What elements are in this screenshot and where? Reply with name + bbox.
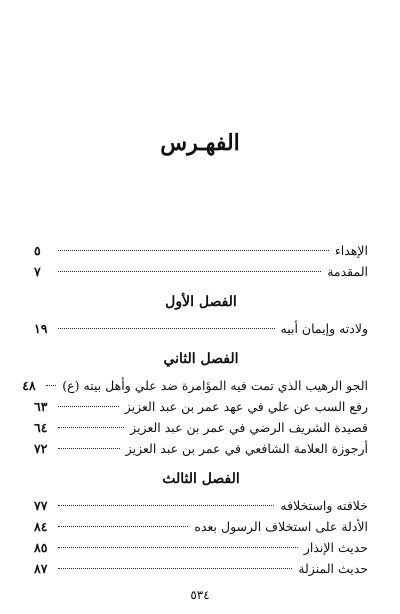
toc-entry-page: ٧٢	[34, 441, 48, 456]
toc-entry-page: ٨٧	[34, 561, 48, 576]
dot-leader	[58, 568, 292, 569]
intro-entries	[34, 240, 368, 282]
toc-entry	[34, 537, 368, 558]
toc-entry-page: ٨٤	[34, 519, 48, 534]
toc-entry	[22, 375, 368, 396]
toc-entry	[34, 396, 368, 417]
dot-leader	[58, 328, 275, 329]
dot-leader	[46, 385, 56, 386]
toc-entry-page: ٤٨	[22, 378, 36, 393]
toc-entry	[34, 438, 368, 459]
chapter-3	[34, 469, 368, 579]
toc-entry-page: ٦٤	[34, 420, 48, 435]
chapter-heading: الفصل الأول	[165, 294, 237, 310]
toc-entry-title: حديث الإنذار	[303, 540, 368, 555]
toc-entry-title: الأدلة على استخلاف الرسول بعده	[194, 519, 368, 534]
toc-entry-title: الإهداء	[334, 243, 368, 258]
toc-entry-title: ولادته وإيمان أبيه	[280, 321, 368, 336]
toc-entry-title: أرجوزة العلامة الشافعي في عمر بن عبد العزيز	[125, 441, 368, 456]
toc-entry-title: الجو الرهيب الذي تمت فيه المؤامرة ضد علي وأهل بيته (ع)	[62, 378, 368, 393]
toc-entry	[34, 495, 368, 516]
toc-entry-page: ٨٥	[34, 540, 48, 555]
page-number: ٥٣٤	[190, 588, 210, 602]
toc-entry-page: ٦٣	[34, 399, 48, 414]
toc-entry	[34, 261, 368, 282]
toc-entry-title: المقدمة	[327, 264, 368, 279]
page-title: الفهـرس	[160, 130, 240, 156]
chapter-heading: الفصل الثالث	[162, 471, 240, 487]
toc-entry	[34, 558, 368, 579]
toc-entry-page: ٧	[34, 264, 41, 279]
dot-leader	[58, 505, 274, 506]
table-of-contents	[22, 240, 368, 583]
dot-leader	[58, 250, 329, 251]
toc-entry	[34, 240, 368, 261]
dot-leader	[58, 547, 298, 548]
dot-leader	[58, 427, 124, 428]
toc-entry-page: ١٩	[34, 321, 48, 336]
toc-entry-title: رفع السب عن علي في عهد عمر بن عبد العزيز	[124, 399, 368, 414]
chapter-1	[34, 292, 368, 339]
dot-leader	[58, 448, 120, 449]
toc-entry	[34, 516, 368, 537]
chapter-heading: الفصل الثاني	[163, 351, 239, 367]
dot-leader	[58, 271, 321, 272]
toc-entry-title: خلافته واستخلافه	[280, 498, 368, 513]
toc-entry-title: قصيدة الشريف الرضي في عمر بن عبد العزيز	[130, 420, 368, 435]
toc-entry-title: حديث المنزلة	[298, 561, 368, 576]
toc-entry-page: ٧٧	[34, 498, 48, 513]
chapter-2	[22, 349, 368, 459]
toc-entry	[34, 417, 368, 438]
toc-entry	[34, 318, 368, 339]
toc-entry-page: ٥	[34, 243, 41, 258]
dot-leader	[58, 406, 119, 407]
dot-leader	[58, 526, 188, 527]
